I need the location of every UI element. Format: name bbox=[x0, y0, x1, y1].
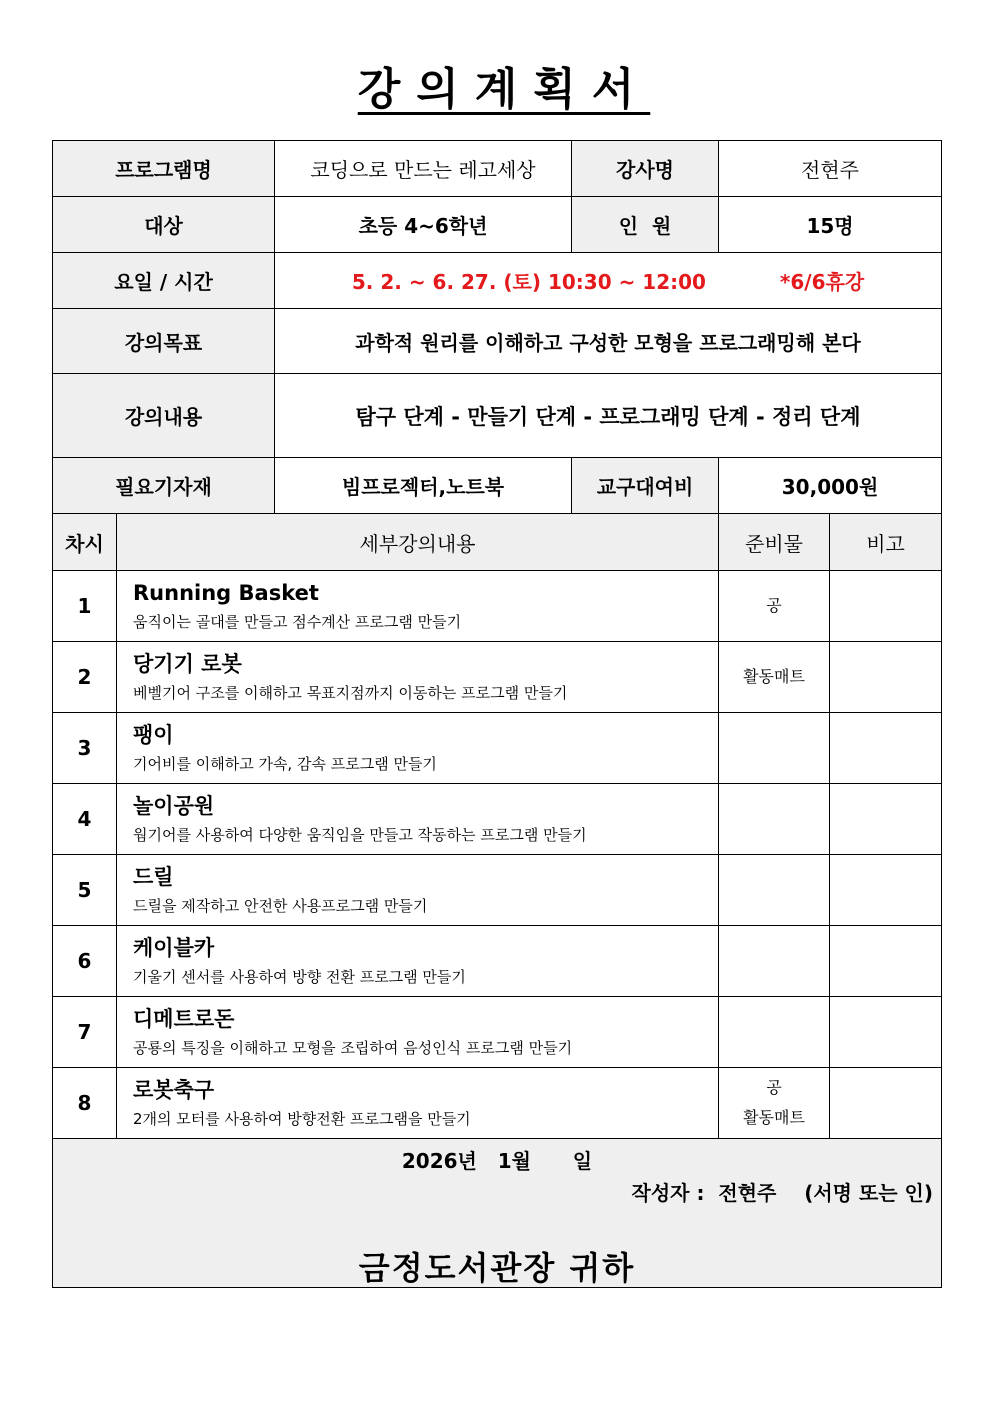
schedule-value: 5. 2. ~ 6. 27. (토) 10:30 ~ 12:00 bbox=[351, 270, 706, 294]
program-label: 프로그램명 bbox=[53, 141, 275, 197]
note-header: 비고 bbox=[830, 514, 942, 571]
session-prep bbox=[719, 926, 830, 997]
footer-row bbox=[53, 1139, 942, 1288]
session-row bbox=[53, 997, 942, 1068]
session-header-row bbox=[53, 514, 942, 571]
fee-value: 30,000원 bbox=[719, 458, 942, 514]
signature-block bbox=[53, 1139, 942, 1288]
document-title: 강의계획서 bbox=[357, 64, 651, 115]
session-desc: 베벨기어 구조를 이해하고 목표지점까지 이동하는 프로그램 만들기 bbox=[133, 684, 568, 702]
session-desc: 드릴을 제작하고 안전한 사용프로그램 만들기 bbox=[133, 897, 428, 915]
session-detail bbox=[117, 713, 719, 784]
program-row bbox=[53, 141, 942, 197]
content-row bbox=[53, 374, 942, 458]
content-value: 탐구 단계 - 만들기 단계 - 프로그래밍 단계 - 정리 단계 bbox=[275, 374, 942, 458]
session-number: 2 bbox=[53, 642, 117, 713]
session-note bbox=[830, 926, 942, 997]
session-row bbox=[53, 784, 942, 855]
session-detail bbox=[117, 784, 719, 855]
materials-value: 빔프로젝터,노트북 bbox=[275, 458, 572, 514]
content-label: 강의내용 bbox=[53, 374, 275, 458]
schedule-note: *6/6휴강 bbox=[779, 270, 865, 294]
session-number: 3 bbox=[53, 713, 117, 784]
goal-value: 과학적 원리를 이해하고 구성한 모형을 프로그래밍해 본다 bbox=[275, 309, 942, 374]
session-prep bbox=[719, 713, 830, 784]
session-prep bbox=[719, 855, 830, 926]
schedule-cell bbox=[275, 253, 942, 309]
capacity-value: 15명 bbox=[719, 197, 942, 253]
session-prep: 활동매트 bbox=[719, 642, 830, 713]
session-detail bbox=[117, 1068, 719, 1139]
session-desc: 움직이는 골대를 만들고 점수계산 프로그램 만들기 bbox=[133, 613, 462, 631]
session-desc: 기울기 센서를 사용하여 방향 전환 프로그램 만들기 bbox=[133, 968, 466, 986]
capacity-label: 인 원 bbox=[572, 197, 719, 253]
fee-label: 교구대여비 bbox=[572, 458, 719, 514]
session-row bbox=[53, 642, 942, 713]
target-label: 대상 bbox=[53, 197, 275, 253]
lecture-plan-table bbox=[52, 140, 942, 1288]
schedule-label: 요일 / 시간 bbox=[53, 253, 275, 309]
session-title: 디메트로돈 bbox=[133, 1007, 235, 1031]
recipient: 금정도서관장 귀하 bbox=[358, 1249, 636, 1287]
session-row bbox=[53, 713, 942, 784]
instructor-label: 강사명 bbox=[572, 141, 719, 197]
session-row bbox=[53, 926, 942, 997]
goal-row bbox=[53, 309, 942, 374]
session-number: 1 bbox=[53, 571, 117, 642]
session-desc: 기어비를 이해하고 가속, 감속 프로그램 만들기 bbox=[133, 755, 437, 773]
session-desc: 공룡의 특징을 이해하고 모형을 조립하여 음성인식 프로그램 만들기 bbox=[133, 1039, 573, 1057]
session-detail bbox=[117, 926, 719, 997]
session-title: 팽이 bbox=[133, 723, 174, 747]
prep-header: 준비물 bbox=[719, 514, 830, 571]
session-number: 7 bbox=[53, 997, 117, 1068]
session-note bbox=[830, 784, 942, 855]
session-note bbox=[830, 571, 942, 642]
session-number: 8 bbox=[53, 1068, 117, 1139]
session-note bbox=[830, 997, 942, 1068]
session-row bbox=[53, 1068, 942, 1139]
session-number: 5 bbox=[53, 855, 117, 926]
session-note bbox=[830, 642, 942, 713]
session-detail bbox=[117, 571, 719, 642]
target-row bbox=[53, 197, 942, 253]
program-value: 코딩으로 만드는 레고세상 bbox=[275, 141, 572, 197]
session-desc: 웜기어를 사용하여 다양한 움직임을 만들고 작동하는 프로그램 만들기 bbox=[133, 826, 587, 844]
goal-label: 강의목표 bbox=[53, 309, 275, 374]
session-prep: 공 활동매트 bbox=[719, 1068, 830, 1139]
session-detail bbox=[117, 997, 719, 1068]
session-detail bbox=[117, 855, 719, 926]
session-title: 케이블카 bbox=[133, 936, 215, 960]
session-note bbox=[830, 1068, 942, 1139]
session-prep: 공 bbox=[719, 571, 830, 642]
session-title: 놀이공원 bbox=[133, 794, 215, 818]
session-prep bbox=[719, 997, 830, 1068]
session-title: 당기기 로봇 bbox=[133, 652, 242, 676]
target-value: 초등 4~6학년 bbox=[275, 197, 572, 253]
instructor-value: 전현주 bbox=[719, 141, 942, 197]
session-number: 6 bbox=[53, 926, 117, 997]
session-note bbox=[830, 855, 942, 926]
detail-header: 세부강의내용 bbox=[117, 514, 719, 571]
document-date: 2026년 1월 일 bbox=[401, 1149, 593, 1173]
session-title: 드릴 bbox=[133, 865, 174, 889]
session-header: 차시 bbox=[53, 514, 117, 571]
session-title: Running Basket bbox=[133, 581, 319, 605]
session-title: 로봇축구 bbox=[133, 1078, 215, 1102]
materials-label: 필요기자재 bbox=[53, 458, 275, 514]
schedule-row bbox=[53, 253, 942, 309]
session-detail bbox=[117, 642, 719, 713]
session-prep bbox=[719, 784, 830, 855]
session-row bbox=[53, 855, 942, 926]
session-note bbox=[830, 713, 942, 784]
author-line: 작성자 : 전현주 (서명 또는 인) bbox=[631, 1181, 934, 1205]
session-row bbox=[53, 571, 942, 642]
session-number: 4 bbox=[53, 784, 117, 855]
materials-row bbox=[53, 458, 942, 514]
session-desc: 2개의 모터를 사용하여 방향전환 프로그램을 만들기 bbox=[133, 1110, 471, 1128]
